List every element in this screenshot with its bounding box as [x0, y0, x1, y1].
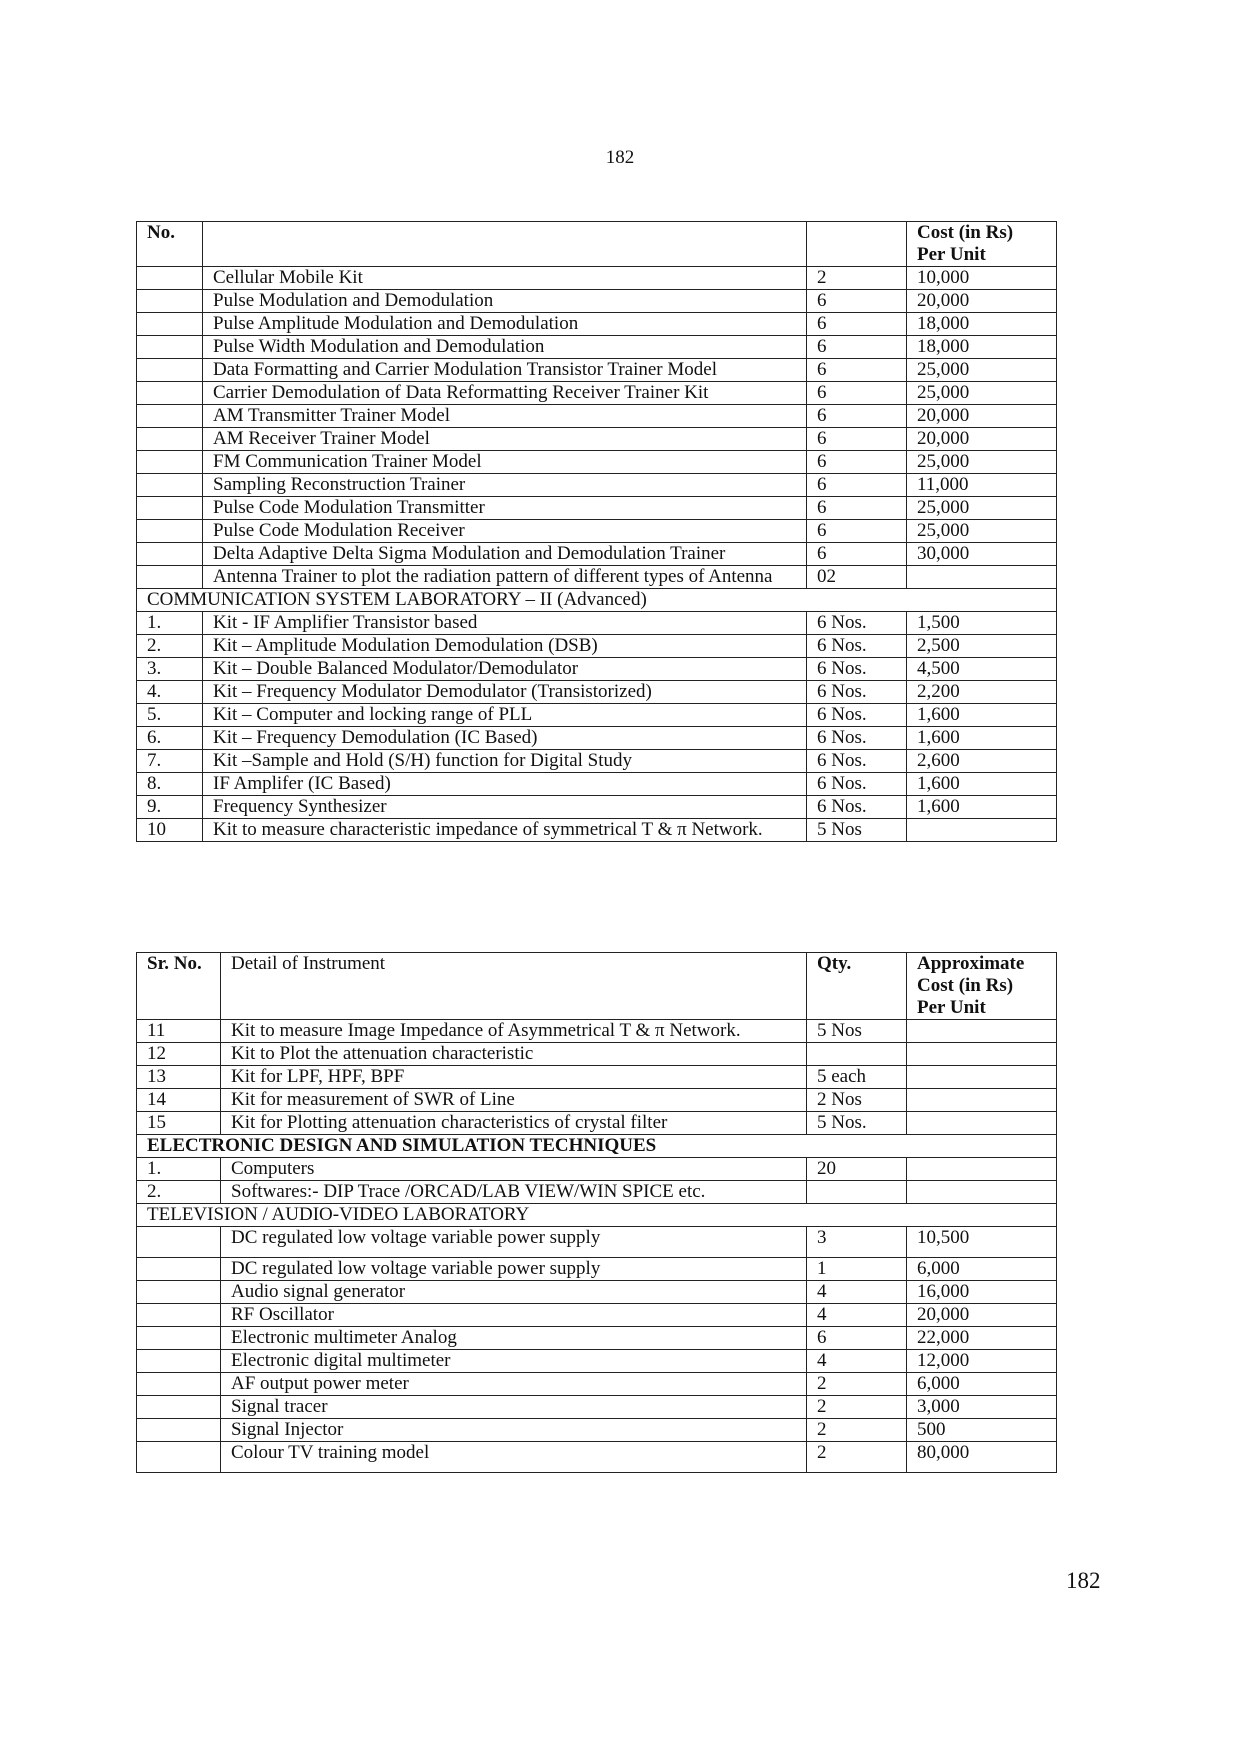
table-row — [137, 1020, 1057, 1043]
row-qty: 4 — [807, 1281, 907, 1304]
row-no: 8. — [137, 773, 203, 796]
table-row — [137, 1066, 1057, 1089]
row-item: Softwares:- DIP Trace /ORCAD/LAB VIEW/WIN SPICE etc. — [221, 1181, 807, 1204]
table-row — [137, 336, 1057, 359]
row-cost: 30,000 — [907, 543, 1057, 566]
table-row — [137, 773, 1057, 796]
table-row — [137, 382, 1057, 405]
row-qty: 6 — [807, 290, 907, 313]
row-cost: 80,000 — [907, 1442, 1057, 1473]
table-row — [137, 1158, 1057, 1181]
row-qty — [807, 1181, 907, 1204]
table-row — [137, 451, 1057, 474]
table-row — [137, 1396, 1057, 1419]
row-cost: 1,600 — [907, 796, 1057, 819]
row-no — [137, 428, 203, 451]
table-row — [137, 750, 1057, 773]
section-heading-row — [137, 1204, 1057, 1227]
row-item: Kit for LPF, HPF, BPF — [221, 1066, 807, 1089]
row-cost: 20,000 — [907, 1304, 1057, 1327]
table-row — [137, 1112, 1057, 1135]
row-item: Antenna Trainer to plot the radiation pattern of different types of Antenna — [203, 566, 807, 589]
row-item: FM Communication Trainer Model — [203, 451, 807, 474]
row-item: Kit to Plot the attenuation characteristic — [221, 1043, 807, 1066]
row-cost: 1,600 — [907, 727, 1057, 750]
row-no — [137, 451, 203, 474]
row-item: Signal tracer — [221, 1396, 807, 1419]
row-cost: 2,200 — [907, 681, 1057, 704]
row-no — [137, 1327, 221, 1350]
row-qty: 6 Nos. — [807, 727, 907, 750]
row-qty: 6 Nos. — [807, 796, 907, 819]
table-row — [137, 612, 1057, 635]
row-item: Kit - IF Amplifier Transistor based — [203, 612, 807, 635]
row-no — [137, 1419, 221, 1442]
row-item: Kit for Plotting attenuation characteristics of crystal filter — [221, 1112, 807, 1135]
row-cost: 25,000 — [907, 359, 1057, 382]
row-qty: 5 Nos — [807, 1020, 907, 1043]
row-cost: 6,000 — [907, 1373, 1057, 1396]
row-cost: 25,000 — [907, 497, 1057, 520]
table-row — [137, 1258, 1057, 1281]
table-row — [137, 1327, 1057, 1350]
row-no: 2. — [137, 1181, 221, 1204]
row-cost: 20,000 — [907, 290, 1057, 313]
row-item: Pulse Amplitude Modulation and Demodulation — [203, 313, 807, 336]
row-cost — [907, 1043, 1057, 1066]
row-cost — [907, 1020, 1057, 1043]
row-cost: 11,000 — [907, 474, 1057, 497]
row-item: Electronic multimeter Analog — [221, 1327, 807, 1350]
row-qty: 20 — [807, 1158, 907, 1181]
row-qty: 6 — [807, 336, 907, 359]
row-no — [137, 405, 203, 428]
row-item: Frequency Synthesizer — [203, 796, 807, 819]
table-row — [137, 1442, 1057, 1473]
table-row — [137, 681, 1057, 704]
row-item: Cellular Mobile Kit — [203, 267, 807, 290]
header-qty: Qty. — [807, 953, 907, 1020]
table-row — [137, 520, 1057, 543]
row-cost: 25,000 — [907, 451, 1057, 474]
row-no: 9. — [137, 796, 203, 819]
row-item: Signal Injector — [221, 1419, 807, 1442]
section-heading: ELECTRONIC DESIGN AND SIMULATION TECHNIQUES — [137, 1135, 1057, 1158]
row-cost: 2,600 — [907, 750, 1057, 773]
row-qty: 5 Nos. — [807, 1112, 907, 1135]
row-item: Kit to measure characteristic impedance of symmetrical T & π Network. — [203, 819, 807, 842]
row-cost — [907, 1112, 1057, 1135]
row-no: 7. — [137, 750, 203, 773]
row-item: AM Receiver Trainer Model — [203, 428, 807, 451]
table-row — [137, 796, 1057, 819]
row-no — [137, 290, 203, 313]
table-row — [137, 428, 1057, 451]
row-qty: 6 Nos. — [807, 704, 907, 727]
row-cost: 25,000 — [907, 520, 1057, 543]
row-no — [137, 1373, 221, 1396]
table-row — [137, 405, 1057, 428]
row-item: DC regulated low voltage variable power supply — [221, 1227, 807, 1258]
row-item: Kit – Double Balanced Modulator/Demodulator — [203, 658, 807, 681]
table-row — [137, 1350, 1057, 1373]
row-item: Kit to measure Image Impedance of Asymmetrical T & π Network. — [221, 1020, 807, 1043]
row-no: 1. — [137, 1158, 221, 1181]
row-item: AM Transmitter Trainer Model — [203, 405, 807, 428]
row-cost: 25,000 — [907, 382, 1057, 405]
row-no — [137, 267, 203, 290]
table-row — [137, 658, 1057, 681]
table-row — [137, 1281, 1057, 1304]
row-qty: 6 — [807, 543, 907, 566]
table-row — [137, 543, 1057, 566]
row-item: AF output power meter — [221, 1373, 807, 1396]
row-no — [137, 1442, 221, 1473]
row-item: IF Amplifer (IC Based) — [203, 773, 807, 796]
table-row — [137, 635, 1057, 658]
row-cost: 6,000 — [907, 1258, 1057, 1281]
section-heading: COMMUNICATION SYSTEM LABORATORY – II (Advanced) — [137, 589, 1057, 612]
row-qty: 6 — [807, 405, 907, 428]
row-qty: 5 Nos — [807, 819, 907, 842]
table-row — [137, 497, 1057, 520]
row-qty: 6 Nos. — [807, 635, 907, 658]
row-cost: 20,000 — [907, 428, 1057, 451]
row-no — [137, 1258, 221, 1281]
row-item: RF Oscillator — [221, 1304, 807, 1327]
row-no: 10 — [137, 819, 203, 842]
row-item: Kit – Frequency Modulator Demodulator (Transistorized) — [203, 681, 807, 704]
table-row — [137, 819, 1057, 842]
header-cost: Approximate Cost (in Rs) Per Unit — [907, 953, 1057, 1020]
row-no: 2. — [137, 635, 203, 658]
row-qty: 6 Nos. — [807, 750, 907, 773]
row-item: Electronic digital multimeter — [221, 1350, 807, 1373]
table-row — [137, 704, 1057, 727]
row-no: 14 — [137, 1089, 221, 1112]
row-item: Colour TV training model — [221, 1442, 807, 1473]
row-no — [137, 543, 203, 566]
row-no — [137, 1396, 221, 1419]
row-cost: 18,000 — [907, 313, 1057, 336]
row-no — [137, 1304, 221, 1327]
table-row — [137, 474, 1057, 497]
equipment-table-1 — [136, 221, 1057, 842]
row-cost: 10,500 — [907, 1227, 1057, 1258]
row-qty: 6 Nos. — [807, 612, 907, 635]
row-qty: 6 Nos. — [807, 658, 907, 681]
row-no: 1. — [137, 612, 203, 635]
row-qty: 6 — [807, 451, 907, 474]
row-no — [137, 382, 203, 405]
row-cost: 20,000 — [907, 405, 1057, 428]
row-no — [137, 474, 203, 497]
row-qty: 6 — [807, 313, 907, 336]
row-no: 4. — [137, 681, 203, 704]
row-cost: 2,500 — [907, 635, 1057, 658]
row-cost — [907, 1066, 1057, 1089]
table-row — [137, 267, 1057, 290]
equipment-table-2 — [136, 952, 1057, 1473]
row-no — [137, 520, 203, 543]
table-row — [137, 1089, 1057, 1112]
row-qty: 6 — [807, 474, 907, 497]
header-no: No. — [137, 222, 203, 267]
row-cost — [907, 566, 1057, 589]
table-header-row — [137, 222, 1057, 267]
row-no: 15 — [137, 1112, 221, 1135]
row-no: 3. — [137, 658, 203, 681]
row-no — [137, 336, 203, 359]
header-sr-no: Sr. No. — [137, 953, 221, 1020]
row-qty — [807, 1043, 907, 1066]
row-no — [137, 1350, 221, 1373]
table-row — [137, 1181, 1057, 1204]
row-cost — [907, 1089, 1057, 1112]
row-cost: 3,000 — [907, 1396, 1057, 1419]
row-item: Audio signal generator — [221, 1281, 807, 1304]
row-no — [137, 566, 203, 589]
row-qty: 2 — [807, 1419, 907, 1442]
row-cost: 4,500 — [907, 658, 1057, 681]
row-cost: 10,000 — [907, 267, 1057, 290]
row-cost: 16,000 — [907, 1281, 1057, 1304]
row-cost — [907, 819, 1057, 842]
row-cost — [907, 1181, 1057, 1204]
row-no — [137, 359, 203, 382]
row-qty: 02 — [807, 566, 907, 589]
row-no: 6. — [137, 727, 203, 750]
table-row — [137, 1373, 1057, 1396]
row-item: Kit for measurement of SWR of Line — [221, 1089, 807, 1112]
row-item: Pulse Code Modulation Receiver — [203, 520, 807, 543]
row-cost: 1,600 — [907, 704, 1057, 727]
row-item: Carrier Demodulation of Data Reformatting Receiver Trainer Kit — [203, 382, 807, 405]
row-qty: 2 — [807, 1373, 907, 1396]
row-qty: 6 Nos. — [807, 773, 907, 796]
row-cost: 18,000 — [907, 336, 1057, 359]
row-item: Kit – Frequency Demodulation (IC Based) — [203, 727, 807, 750]
row-qty: 6 — [807, 359, 907, 382]
row-cost: 22,000 — [907, 1327, 1057, 1350]
row-qty: 3 — [807, 1227, 907, 1258]
table-row — [137, 1304, 1057, 1327]
row-qty: 6 — [807, 497, 907, 520]
table-row — [137, 1419, 1057, 1442]
table-row — [137, 359, 1057, 382]
row-no — [137, 1281, 221, 1304]
row-qty: 5 each — [807, 1066, 907, 1089]
row-no: 11 — [137, 1020, 221, 1043]
row-cost: 1,600 — [907, 773, 1057, 796]
table-row — [137, 1043, 1057, 1066]
row-qty: 2 — [807, 1396, 907, 1419]
row-cost: 1,500 — [907, 612, 1057, 635]
section-heading: TELEVISION / AUDIO-VIDEO LABORATORY — [137, 1204, 1057, 1227]
row-item: Delta Adaptive Delta Sigma Modulation and Demodulation Trainer — [203, 543, 807, 566]
row-item: Pulse Code Modulation Transmitter — [203, 497, 807, 520]
row-item: Data Formatting and Carrier Modulation Transistor Trainer Model — [203, 359, 807, 382]
row-qty: 1 — [807, 1258, 907, 1281]
row-qty: 6 — [807, 520, 907, 543]
header-item — [203, 222, 807, 267]
row-qty: 6 — [807, 1327, 907, 1350]
row-no — [137, 497, 203, 520]
row-qty: 6 Nos. — [807, 681, 907, 704]
row-item: Sampling Reconstruction Trainer — [203, 474, 807, 497]
row-qty: 2 Nos — [807, 1089, 907, 1112]
row-qty: 4 — [807, 1350, 907, 1373]
row-cost: 12,000 — [907, 1350, 1057, 1373]
row-item: Kit – Amplitude Modulation Demodulation (DSB) — [203, 635, 807, 658]
row-item: Pulse Width Modulation and Demodulation — [203, 336, 807, 359]
row-qty: 6 — [807, 382, 907, 405]
row-item: Computers — [221, 1158, 807, 1181]
page-number-bottom: 182 — [1066, 1568, 1101, 1593]
row-qty: 2 — [807, 1442, 907, 1473]
row-cost — [907, 1158, 1057, 1181]
row-item: Kit – Computer and locking range of PLL — [203, 704, 807, 727]
row-qty: 4 — [807, 1304, 907, 1327]
table-header-row — [137, 953, 1057, 1020]
page-number-top: 182 — [605, 147, 635, 168]
section-heading-row — [137, 589, 1057, 612]
table-row — [137, 1227, 1057, 1258]
row-no: 12 — [137, 1043, 221, 1066]
row-no: 5. — [137, 704, 203, 727]
row-qty: 2 — [807, 267, 907, 290]
table-row — [137, 313, 1057, 336]
row-item: DC regulated low voltage variable power supply — [221, 1258, 807, 1281]
header-detail: Detail of Instrument — [221, 953, 807, 1020]
row-qty: 6 — [807, 428, 907, 451]
row-item: Pulse Modulation and Demodulation — [203, 290, 807, 313]
header-cost: Cost (in Rs) Per Unit — [907, 222, 1057, 267]
row-no: 13 — [137, 1066, 221, 1089]
row-no — [137, 313, 203, 336]
row-no — [137, 1227, 221, 1258]
row-item: Kit –Sample and Hold (S/H) function for Digital Study — [203, 750, 807, 773]
header-qty — [807, 222, 907, 267]
table-row — [137, 727, 1057, 750]
row-cost: 500 — [907, 1419, 1057, 1442]
section-heading-row — [137, 1135, 1057, 1158]
table-row — [137, 566, 1057, 589]
table-row — [137, 290, 1057, 313]
